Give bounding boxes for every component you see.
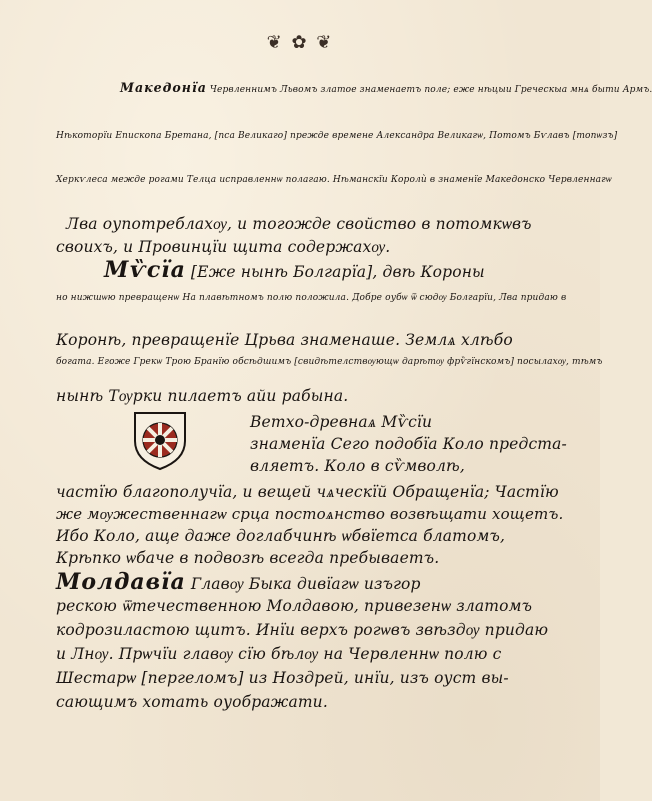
missia-subheading: Ветхо-древнаѧ Мѷсїи xyxy=(250,413,433,431)
missia-shield-line-2: вляетъ. Коло в сѷмволѣ, xyxy=(250,457,465,475)
missia-line-2: но нижшѡю превращенѡ На плавѣтномъ полю положила. Добре оубѡ ѿ сюдѹ Болгарїи, Лва придаю в xyxy=(56,293,567,303)
macedonia-line-4: Лва оупотреблахѹ, и тогожде свойство в потомкѡвъ xyxy=(66,215,532,233)
missia-heading: Мѷсїа xyxy=(104,257,186,283)
moldavia-line-5: Шестарѡ [пергеломъ] из Ноздрей, инїи, изъ оуст вы- xyxy=(56,669,509,687)
macedonia-line-1: Македонїа Червленнимъ Львомъ златое знаменаетъ поле; еже нѣцыи Греческыа мнѧ быти Армъ. xyxy=(120,80,652,95)
moldavia-heading: Молдавїа xyxy=(56,569,186,595)
missia-line-8: Ибо Коло, аще даже доглабчинѣ ѡбвїетса блатомъ, xyxy=(56,527,506,545)
ornament-divider: ❦ ✿ ❦ xyxy=(266,32,334,53)
missia-line-9: Крѣпко ѡбаче в подвозѣ всегда пребываетъ. xyxy=(56,549,440,567)
moldavia-line-2: рескою ѿтечественною Молдавою, привезенѡ златомъ xyxy=(56,597,533,615)
macedonia-line-5: своихъ, и Провинцїи щита содержахѹ. xyxy=(56,238,391,256)
moldavia-line-1: Молдавїа Главѹ Быка дивїагѡ изъгор xyxy=(56,569,421,595)
missia-line-7: же мѹжественнагѡ срца постоѧнство возвѣщати хощетъ. xyxy=(56,505,564,523)
missia-line-3: Коронѣ, превращенїе Црьва знаменаше. Землѧ хлѣбо xyxy=(56,331,513,349)
missia-line-4: богата. Егоже Грекѡ Трою Бранїю обсѣдшимъ [свидѣтелствѹющѡ дарѣтѹ фрѷгїнскомъ] посылахѹ, тѣмъ xyxy=(56,357,603,367)
macedonia-line-3: Херкѵлеса межде рогами Телца исправленнѡ полагаю. Нѣманскїи Королѝ в знаменїе Македонско Червленнагѡ xyxy=(56,175,612,185)
missia-line-5: нынѣ Тѹрки пилаетъ айи рабына. xyxy=(56,387,349,405)
shield-emblem-icon xyxy=(131,409,189,471)
moldavia-line-4: и Лнѹ. Прѡчїи главѹ сїю бѣлѹ на Червленнѡ полю с xyxy=(56,645,502,663)
missia-line-6: частїю благополучїа, и вещей чѧческїй Обращенїа; Частїю xyxy=(56,483,559,501)
missia-line-1: Мѷсїа [Еже нынѣ Болгарїа], двѣ Короны xyxy=(104,257,485,283)
macedonia-heading: Македонїа xyxy=(120,80,207,95)
moldavia-line-3: кодрозиластою щитъ. Инїи верхъ рогѡвъ звѣздѹ придаю xyxy=(56,621,549,639)
macedonia-line-2: Нѣкоторїи Епископа Бретана, [пса Великаго] прежде времене Александра Великагѡ, Потомъ Бѵлавъ [топѡзъ] xyxy=(56,131,618,141)
moldavia-line-6: сающимъ хотать оуображати. xyxy=(56,693,328,711)
missia-shield-line-1: знаменїа Сего подобїа Коло предста- xyxy=(250,435,567,453)
